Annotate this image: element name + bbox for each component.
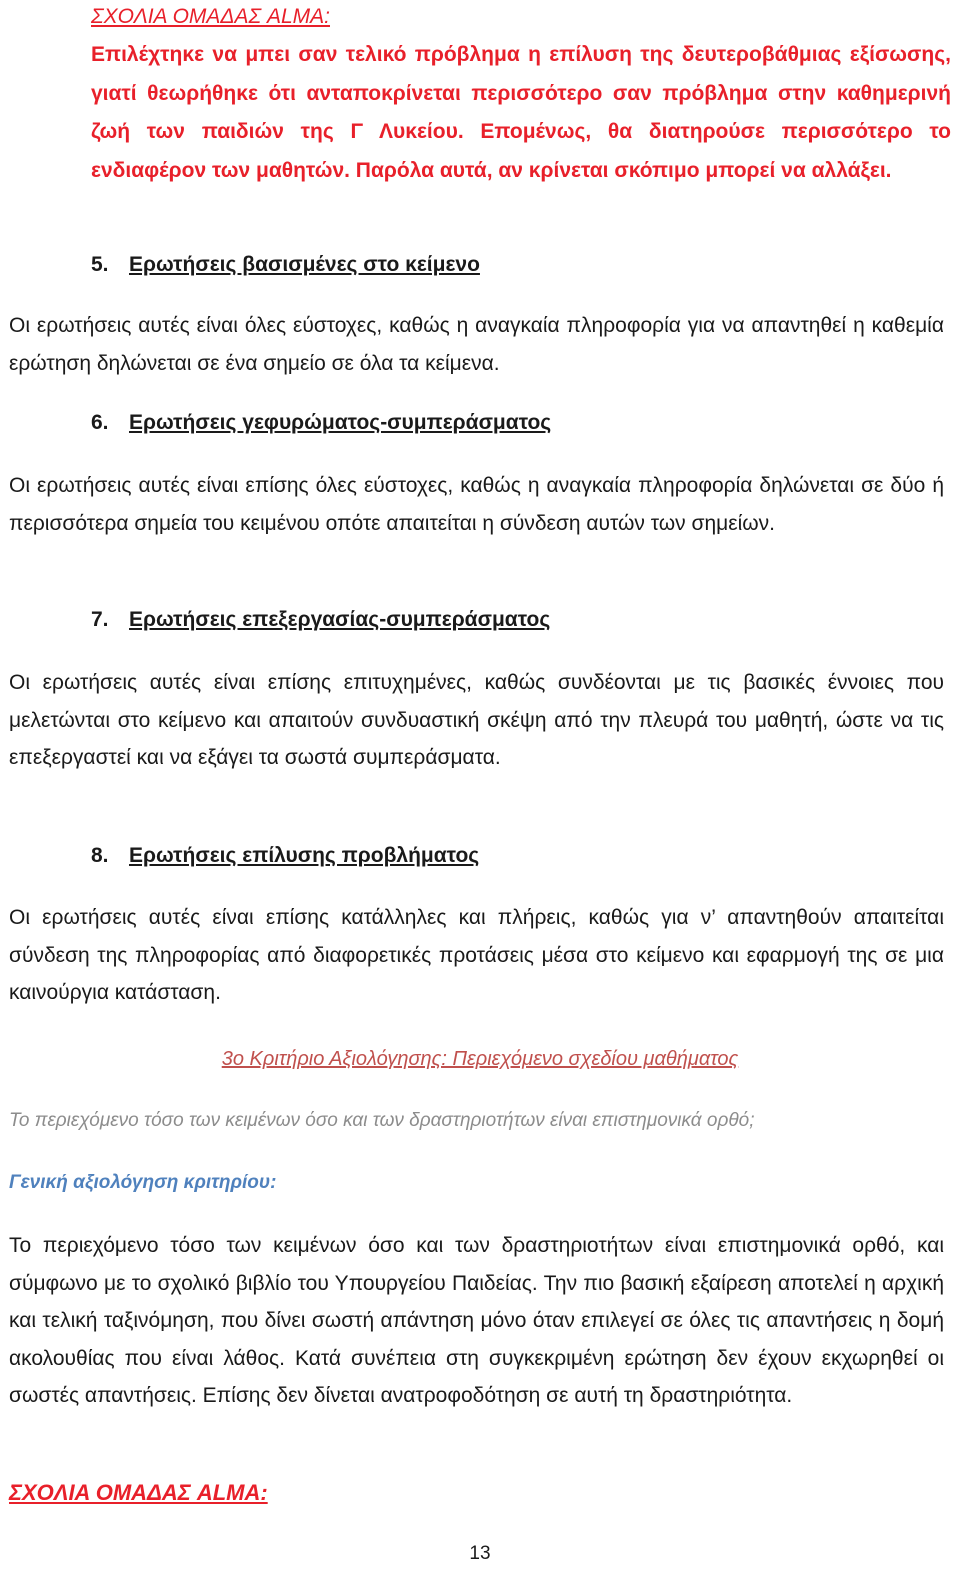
section-title: Ερωτήσεις επεξεργασίας-συμπεράσματος — [129, 608, 551, 631]
section-title: Ερωτήσεις βασισμένες στο κείμενο — [129, 253, 480, 276]
section-number: 7. — [91, 608, 109, 631]
general-evaluation-paragraph: Το περιεχόμενο τόσο των κειμένων όσο και των δραστηριοτήτων είναι επιστημονικά ορθό, και σύμφωνο με το σχολικό βιβλίο του Υπουργείου Παιδείας. Την πιο βασική εξαίρεση αποτελεί η αρχική και τελική ταξινόμηση, που δίνει σωστή απάντηση μόνο όταν επιλεγεί σε όλες τις απαντήσεις η δομή ακολουθίας που είναι λάθος. Κατά συνέπεια στη συγκεκριμένη ερώτηση δεν έχουν εκχωρηθεί οι σωστές απαντήσεις. Επίσης δεν δίνεται ανατροφοδότηση σε αυτή τη δραστηριότητα. — [9, 1234, 944, 1407]
general-evaluation-label: Γενική αξιολόγηση κριτηρίου: — [9, 1172, 277, 1193]
section-heading-5 — [91, 253, 480, 277]
top-comment-block — [91, 0, 951, 190]
section-number: 8. — [91, 844, 109, 867]
section-number: 6. — [91, 411, 109, 434]
section-paragraph-5: Οι ερωτήσεις αυτές είναι όλες εύστοχες, καθώς η αναγκαία πληροφορία για να απαντηθεί η καθεμία ερώτηση δηλώνεται σε ένα σημείο σε όλα τα κείμενα. — [9, 314, 944, 375]
bottom-comment-heading: ΣΧΟΛΙΑ ΟΜΑΔΑΣ ALMA: — [9, 1480, 268, 1505]
section-number: 5. — [91, 253, 109, 276]
section-heading-6 — [91, 411, 551, 435]
section-title: Ερωτήσεις επίλυσης προβλήματος — [129, 844, 480, 867]
criterion-title: 3ο Κριτήριο Αξιολόγησης: Περιεχόμενο σχεδίου μαθήματος — [221, 1048, 739, 1070]
section-paragraph-7: Οι ερωτήσεις αυτές είναι επίσης επιτυχημένες, καθώς συνδέονται με τις βασικές έννοιες που μελετώνται στο κείμενο και απαιτούν συνδυαστική σκέψη από την πλευρά του μαθητή, ώστε να τις επεξεργαστεί και να εξάγει τα σωστά συμπεράσματα. — [9, 671, 944, 769]
comment-text: Επιλέχτηκε να μπει σαν τελικό πρόβλημα η επίλυση της δευτεροβάθμιας εξίσωσης, γιατί θεωρήθηκε ότι ανταποκρίνεται περισσότερο σαν πρόβλημα στην καθημερινή ζωή των παιδιών της Γ Λυκείου. Επομένως, θα διατηρούσε περισσότερο το ενδιαφέρον των μαθητών. Παρόλα αυτά, αν κρίνεται σκόπιμο μπορεί να αλλάξει. — [91, 43, 951, 182]
comment-heading: ΣΧΟΛΙΑ ΟΜΑΔΑΣ ALMA: — [91, 5, 330, 28]
page-number: 13 — [469, 1543, 491, 1564]
section-heading-8 — [91, 844, 479, 868]
section-paragraph-8: Οι ερωτήσεις αυτές είναι επίσης κατάλληλες και πλήρεις, καθώς για ν’ απαντηθούν απαιτείται σύνδεση της πληροφορίας από διαφορετικές προτάσεις μέσα στο κείμενο και εφαρμογή της σε μια καινούργια κατάσταση. — [9, 906, 944, 1004]
section-heading-7 — [91, 608, 550, 632]
section-title: Ερωτήσεις γεφυρώματος-συμπεράσματος — [129, 411, 552, 434]
section-paragraph-6: Οι ερωτήσεις αυτές είναι επίσης όλες εύστοχες, καθώς η αναγκαία πληροφορία δηλώνεται σε δύο ή περισσότερα σημεία του κειμένου οπότε απαιτείται η σύνδεση αυτών των σημείων. — [9, 474, 944, 535]
criterion-question: Το περιεχόμενο τόσο των κειμένων όσο και των δραστηριοτήτων είναι επιστημονικά ορθό; — [9, 1110, 755, 1131]
